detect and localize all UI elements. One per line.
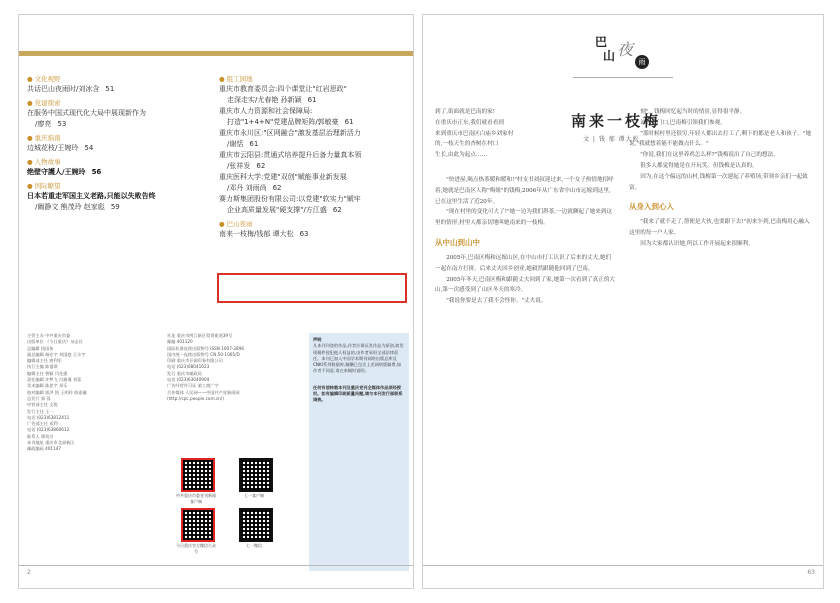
article-column-left — [435, 175, 615, 307]
toc-page-number: 62 — [256, 162, 266, 170]
section-title: 巴山夜雨 — [226, 220, 253, 228]
section-title: 国际瞭望 — [34, 182, 61, 190]
masthead-line: 联系人 谭贵川 — [27, 433, 54, 439]
toc-page-number: 62 — [272, 184, 282, 192]
toc-page-number: 56 — [91, 168, 102, 176]
article-line: 来到重庆市巴南区白庙乡刘家村 — [435, 130, 514, 137]
section-subheading: 从身入到心入 — [629, 202, 674, 212]
toc-page-number: 61 — [307, 96, 317, 104]
masthead-line: 社址 重庆市两江新区鸳鸯街道39号 — [167, 333, 233, 338]
article-column-right — [629, 107, 813, 250]
toc-entry — [27, 108, 207, 119]
toc-entry — [219, 161, 409, 172]
toc-section-heading — [27, 134, 207, 143]
toc-entry-text: 重庆市云阳县:贯通式培养提升后备力量真本领 — [219, 151, 362, 159]
article-paragraph: "快进屋,喝点热茶暖和暖和!"村支书刘叔迎过来,一个女子热情地招呼着,她就是巴南区人称"梅姐"的钱梅,2006年从广东省中山市远嫁到这里,已在这里生活了近20年。 — [435, 177, 614, 205]
article-paragraph: 刻"。钱梅回忆起当时的情景,显得很平静。 — [640, 109, 746, 115]
article-paragraph: 因为大家都认识她,所以工作开展起来很顺利。 — [640, 240, 754, 247]
masthead-line: 责任编辑 许梦飞 冯雅瑾 刘蓉 — [27, 377, 82, 383]
masthead-line: 邮编 401120 — [167, 339, 193, 345]
masthead-line: 电话 (023)63812411 — [27, 414, 70, 420]
masthead-left — [27, 333, 87, 453]
footer-rule — [19, 565, 413, 566]
masthead-line: 电话 (023)63860612 — [27, 427, 70, 433]
section-title: 人物故事 — [34, 158, 61, 166]
article-line: 在重庆市正东,我们就看看到 — [435, 119, 504, 126]
toc-entry — [219, 95, 409, 106]
masthead-line: 国际标准连续出版物号 ISSN 1007-2896 — [167, 345, 245, 351]
bullet-icon: ● — [27, 158, 33, 166]
section-subheading: 从中山到山中 — [435, 237, 480, 247]
toc-section — [219, 220, 409, 240]
toc-entry — [219, 84, 409, 95]
toc-section-heading — [27, 158, 207, 167]
right-page — [422, 14, 824, 589]
toc-section-heading — [27, 182, 207, 191]
bullet-icon: ● — [27, 75, 33, 83]
masthead-line: 合作媒体 人民网——中国共产党新闻网 — [167, 389, 240, 395]
masthead-line: 广告部主任 邓利 — [27, 421, 58, 427]
toc-entry — [219, 150, 409, 161]
toc-entry-text: /谢恬 — [227, 140, 244, 148]
article-paragraph: "你说,我们在这里养鸡怎么样?"钱梅说出了自己的想法。 — [640, 152, 779, 159]
article-paragraph: "我来了就不走了,帮便是大伙,也要跟下去!"初来乍到,巴南梅用心融入这里的每一户人家。 — [629, 219, 810, 237]
masthead-line: 印刷 重庆市开源印务有限公司 — [167, 358, 223, 364]
toc-page-number: 63 — [299, 230, 309, 238]
masthead-line: 发行主任 王一 — [27, 408, 54, 414]
masthead-line: 副总编辑 杨宏宇 刘国庭 王丰宇 — [27, 351, 86, 357]
toc-entry — [219, 117, 409, 128]
toc-entry — [219, 128, 409, 139]
toc-section-heading — [219, 75, 409, 84]
toc-entry — [219, 106, 409, 117]
gold-header-bar — [19, 51, 413, 56]
toc-section — [27, 99, 207, 130]
article-paragraph: "我说你要是去了我不会怪你。"丈夫说。 — [446, 298, 547, 305]
bullet-icon: ● — [27, 99, 33, 107]
toc-entry-text: 走深走实/尤春艳 孙新颖 — [227, 96, 302, 104]
logo-char: 雨 — [635, 55, 649, 69]
article-byline: 文 | 钱 郁 谭大松 — [583, 136, 640, 143]
bullet-icon: ● — [27, 182, 33, 190]
toc-entry — [219, 183, 409, 194]
qr-label: 七一微信 — [246, 543, 262, 548]
toc-entry-text: 绝壁守護人/王婉玲 — [27, 168, 86, 176]
notice-title: 声明 — [313, 337, 322, 342]
article-paragraph: 2005年冬天,巴南区梅和跟随丈夫回到了家,她第一次看到了真正的大山,第一次感受到了山区冬天的寒冷。 — [435, 276, 616, 294]
notice-footer: 任何有偿转载本刊及重庆党刊全媒体作品须经授权。如有编辑印刷质量问题,请与本刊发行部联系调换。 — [313, 384, 403, 403]
masthead-line: 主管主办 中共重庆市委 — [27, 333, 71, 338]
notice-body: 凡本刊刊登的作品,作者应保证其作品为原创,如发现稿件侵犯他人权益的,由作者承担全部法律责任。本刊已加入中国学术期刊网络出版总库及CNKI系列数据库,稿酬已包含上述网络版稿费,如作者不同意,请在来稿时说明。 — [313, 343, 404, 374]
masthead-line: 经营部主任 文锐 — [27, 402, 58, 408]
masthead-line: 校对编辑 郭洪 凯 王明玲 陈嘉璇 — [27, 389, 87, 395]
bullet-icon: ● — [27, 134, 33, 142]
toc-entry-text: /邓丹 刘雨尚 — [227, 184, 267, 192]
toc-section-heading — [219, 220, 409, 229]
masthead-line: 出版单位 《今日重庆》杂志社 — [27, 339, 83, 345]
toc-entry — [27, 119, 207, 130]
toc-entry — [219, 172, 409, 183]
bullet-icon: ● — [219, 75, 225, 83]
toc-page-number: 61 — [249, 140, 259, 148]
masthead-line: 总发行 郭 蓉 — [27, 395, 51, 401]
masthead-line: 美术编辑 陈思宇 邓乐 — [27, 383, 68, 389]
section-title: 党建探索 — [34, 99, 61, 107]
bullet-icon: ● — [219, 220, 225, 228]
article-line: 生长,由此为起点…… — [435, 152, 488, 159]
qr-code — [181, 458, 215, 492]
toc-entry — [219, 229, 409, 240]
page-number-right: 63 — [807, 569, 815, 576]
toc-entry-text: /廖亮 — [35, 120, 52, 128]
masthead-line: 国内统一连续出版物号 CN 50-1065/D — [167, 351, 240, 357]
toc-entry-text: 重庆医科大学:党建"双创"赋能事业新发展 — [219, 173, 347, 181]
article-paragraph: 站在大门口,巴南梅引领我们参观。 — [640, 119, 726, 126]
article-title: 南来一枝梅 — [571, 112, 662, 130]
masthead-line: 发行 重庆市邮政局 — [167, 370, 202, 376]
toc-entry-text: 南来一枝梅/钱郁 谭大松 — [219, 230, 294, 238]
toc-entry — [27, 167, 207, 178]
toc-entry-text: 边城花枝/王婉玲 — [27, 144, 79, 152]
toc-column-left — [27, 75, 207, 217]
toc-page-number: 54 — [84, 144, 94, 152]
left-page — [18, 14, 414, 589]
toc-entry-text: 在服务中国式现代化大局中展现新作为 — [27, 109, 146, 117]
toc-section-heading — [27, 75, 207, 84]
qr-label: 今日重庆官方微信公众号 — [176, 543, 216, 554]
toc-page-number: 51 — [105, 85, 115, 93]
masthead-middle — [167, 333, 297, 402]
qr-code — [239, 508, 273, 542]
masthead-line: 执行主编 陈禧琪 — [27, 364, 58, 370]
toc-entry — [27, 202, 207, 213]
toc-entry — [219, 205, 409, 216]
qr-label: 中共重庆市委党刊新闻客户端 — [176, 493, 216, 504]
masthead-line: 电话 (023)63040904 — [167, 377, 210, 383]
qr-code — [239, 458, 273, 492]
masthead-line: 邮政编码 401147 — [27, 446, 62, 452]
masthead-line: 本刊地址 重庆市北部新区 — [27, 440, 75, 446]
notice-box — [309, 333, 409, 571]
logo-char: 夜 — [617, 40, 634, 59]
toc-entry — [27, 84, 207, 95]
footer-rule — [423, 565, 823, 566]
masthead-line: (http://cpc.people.com.cn/) — [167, 395, 224, 401]
toc-column-right — [219, 75, 409, 244]
toc-entry-text: 日本若重走军国主义老路,只能以失败告终 — [27, 192, 156, 200]
toc-entry-text: 重庆市教育委员会:四个课堂让"红岩思政" — [219, 85, 347, 93]
article-paragraph: 很多人都觉得她是在开玩笑。但钱梅是认真的。 — [640, 162, 758, 169]
masthead-line: 编辑主任 曾颖 闫先强 — [27, 370, 68, 376]
toc-entry — [219, 194, 409, 205]
section-title: 文化视野 — [34, 75, 61, 83]
article-paragraph: 因为,在这个偏远的山村,钱梅第一次建起了养殖场,带领乡亲们一起致富。 — [629, 173, 808, 191]
toc-entry-text: 赛力斯集团股份有限公司:以党建"软实力"赋牢 — [219, 195, 361, 203]
toc-section — [27, 158, 207, 178]
logo-char: 巴 — [595, 35, 608, 49]
toc-section — [27, 182, 207, 213]
logo-char: 山 — [603, 49, 616, 63]
article-line: 到了,街面就是巴南的家! — [435, 109, 495, 115]
toc-entry — [219, 139, 409, 150]
column-logo — [595, 33, 657, 77]
article-line: 的,一枝天生的杏树在村口 — [435, 141, 499, 148]
toc-entry-text: /阚静文 熊茂玲 赵家彪 — [35, 203, 105, 211]
article-paragraph: 2005年,巴南区梅和远嫁山区,在中山市打工认识了后来的丈夫,她们一起在南方打拼。后来丈夫回乡创业,她毅然跟随他回到了巴南。 — [435, 254, 612, 272]
toc-entry — [27, 143, 207, 154]
toc-section — [27, 134, 207, 154]
toc-section — [219, 75, 409, 216]
article-paragraph: "现在村里的变化可大了!"她一边为我们斟茶,一边就聊起了她来到这里的情形,村里人都亲切地叫她南来的一枝梅。 — [435, 209, 612, 227]
toc-entry-text: 共话巴山夜雨时/刘冰含 — [27, 85, 100, 93]
masthead-line: 编辑部主任 唐利军 — [27, 358, 62, 364]
toc-page-number: 61 — [344, 118, 354, 126]
logo-underline — [573, 77, 673, 78]
toc-section-heading — [27, 99, 207, 108]
page-number-left: 2 — [27, 569, 31, 576]
masthead-line: 总编辑 钱国伟 — [27, 345, 54, 351]
toc-entry — [27, 191, 207, 202]
toc-page-number: 62 — [332, 206, 342, 214]
toc-page-number: 59 — [110, 203, 120, 211]
qr-label: 七一客户端 — [244, 493, 264, 498]
toc-section — [27, 75, 207, 95]
article-column-left-top — [435, 107, 563, 161]
section-title: 重庆指南 — [34, 134, 61, 142]
toc-entry-text: 打造"1+4+N"党建品牌矩阵/郭敏豪 — [227, 118, 339, 126]
toc-page-number: 53 — [57, 120, 67, 128]
section-title: 组工园地 — [226, 75, 253, 83]
qr-code — [181, 508, 215, 542]
article-paragraph: "那时候村里还很穷,年轻人都出去打工了,剩下的都是老人和孩子。"她说,"我就想着能不能做点什么。" — [629, 130, 812, 148]
toc-entry-text: 重庆市人力资源和社会保障局: — [219, 107, 313, 115]
toc-entry-text: /张祥发 — [227, 162, 251, 170]
highlight-box — [217, 273, 407, 303]
masthead-line: 广告经营许可证 渝工商广字 — [167, 383, 219, 389]
masthead-line: 电话 (023)68041023 — [167, 364, 210, 370]
toc-entry-text: 重庆市永川区:"区网融合"激发基层治理新活力 — [219, 129, 361, 137]
toc-entry-text: 企业高质量发展"硬支撑"/方江盛 — [227, 206, 327, 214]
